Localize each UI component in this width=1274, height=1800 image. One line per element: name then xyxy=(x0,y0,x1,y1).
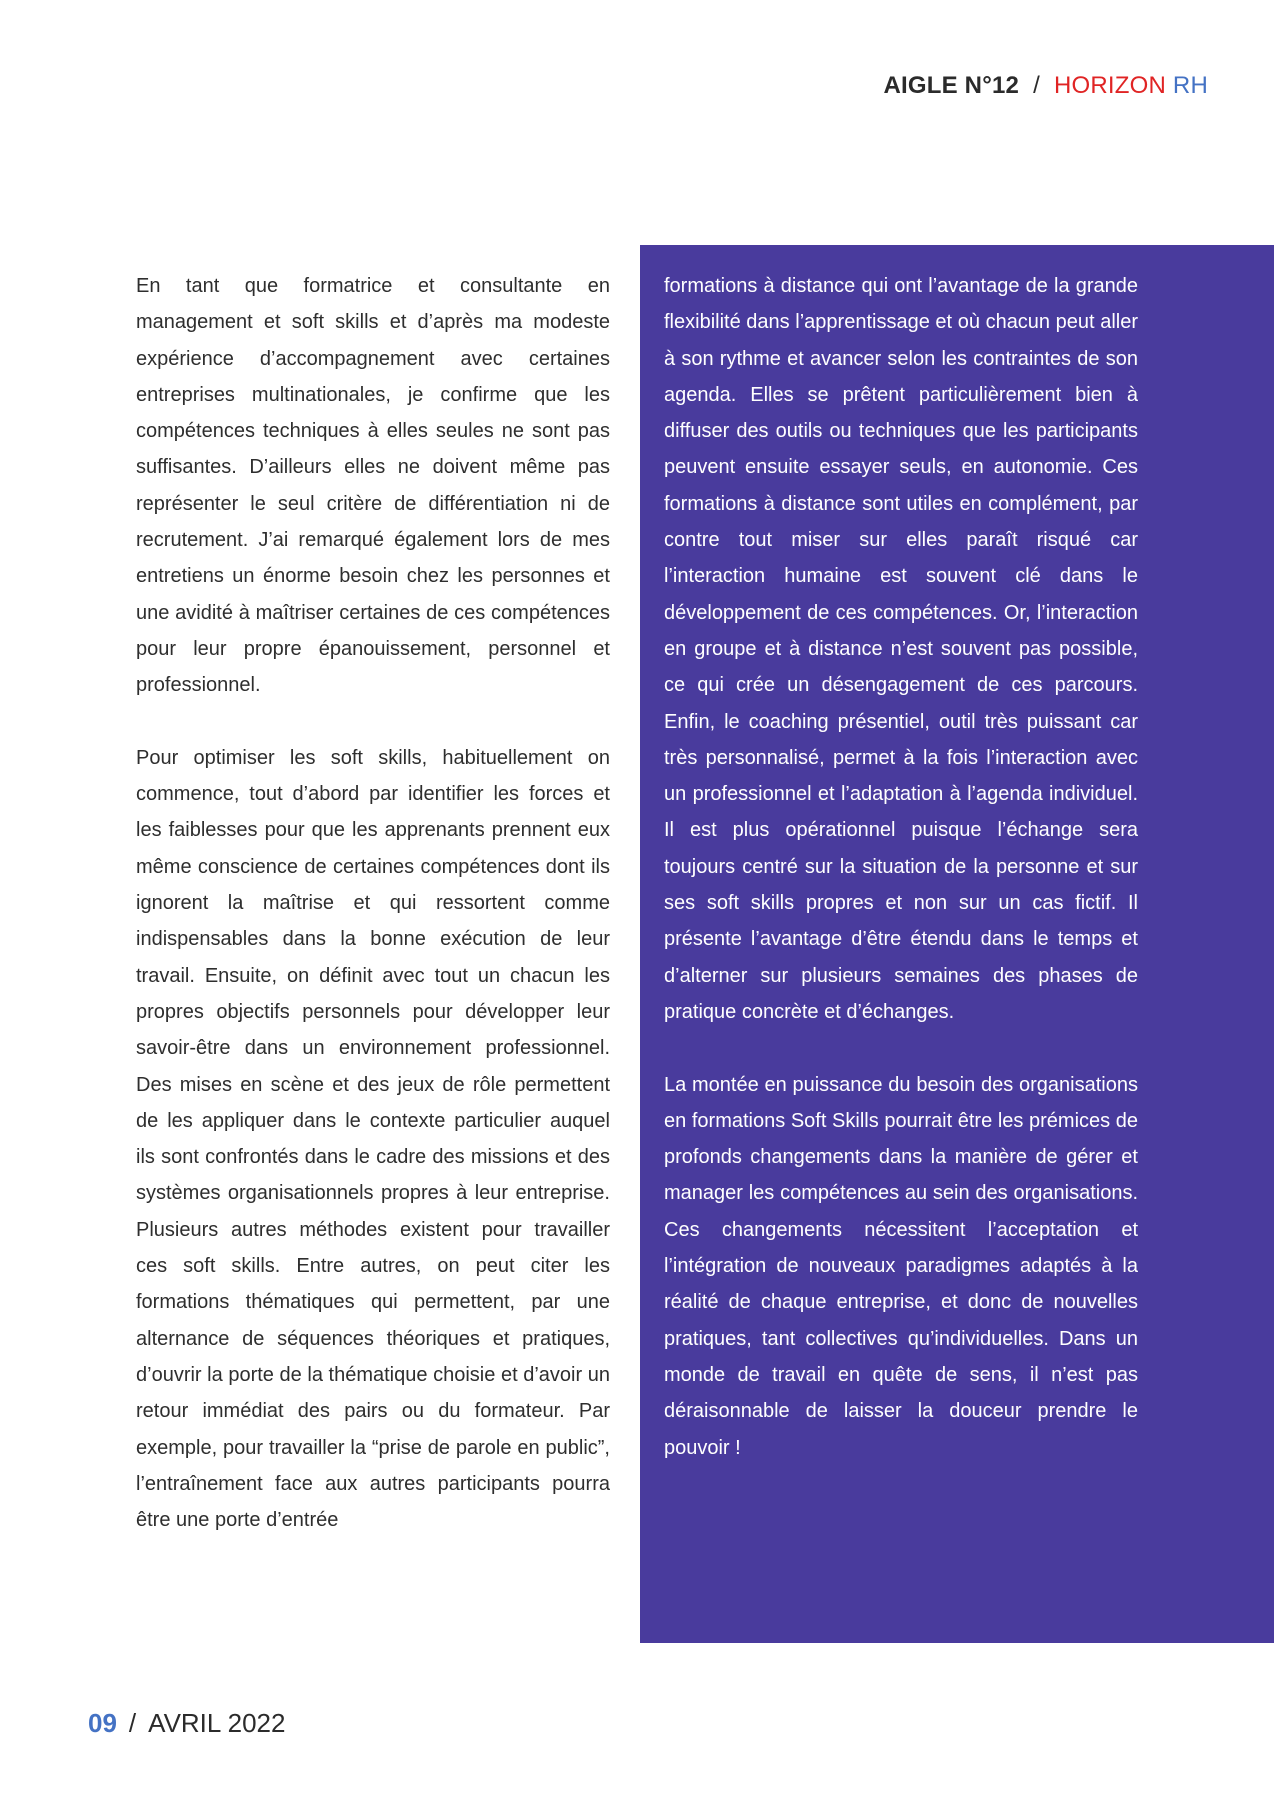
paragraph: La montée en puissance du besoin des organisations en formations Soft Skills pourrait être les prémices de profonds changements dans la manière de gérer et manager les compétences au sein des organisations. Ces changements nécessitent l’acceptation et l’intégration de nouveaux paradigmes adaptés à la réalité de chaque entreprise, et donc de nouvelles pratiques, tant collectives qu’individuelles. Dans un monde de travail en quête de sens, il n’est pas déraisonnable de laisser la douceur prendre le pouvoir ! xyxy=(664,1073,1138,1459)
header-separator: / xyxy=(1033,72,1040,99)
paragraph: Pour optimiser les soft skills, habituellement on commence, tout d’abord par identifier les forces et les faiblesses pour que les apprenants prennent eux même conscience de certaines compétences dont ils ignorent la maîtrise et qui ressortent comme indispensables dans la bonne exécution de leur travail. Ensuite, on définit avec tout un chacun les propres objectifs personnels pour développer leur savoir-être dans un environnement professionnel. Des mises en scène et des jeux de rôle permettent de les appliquer dans le contexte particulier auquel ils sont confrontés dans le cadre des missions et des systèmes organisationnels propres à leur entreprise. Plusieurs autres méthodes existent pour travailler ces soft skills. Entre autres, on peut citer les formations thématiques qui permettent, par une alternance de séquences théoriques et pratiques, d’ouvrir la porte de la thématique choisie et d’avoir un retour immédiat des pairs ou du formateur. Par exemple, pour travailler la “prise de parole en public”, l’entraînement face aux autres participants pourra être une porte d’entrée xyxy=(136,746,610,1532)
section-name: HORIZON xyxy=(1053,72,1167,99)
issue-date: AVRIL 2022 xyxy=(148,1708,286,1738)
section-suffix: RH xyxy=(1172,72,1208,99)
magazine-title: AIGLE N°12 xyxy=(883,72,1020,99)
page-number: 09 xyxy=(88,1708,117,1738)
left-text-column xyxy=(136,268,610,1575)
right-text-column xyxy=(664,268,1138,1502)
paragraph: En tant que formatrice et consultante en management et soft skills et d’après ma modeste expérience d’accompagnement avec certaines entreprises multinationales, je confirme que les compétences techniques à elles seules ne sont pas suffisantes. D’ailleurs elles ne doivent même pas représenter le seul critère de différentiation ni de recrutement. J’ai remarqué également lors de mes entretiens un énorme besoin chez les personnes et une avidité à maîtriser certaines de ces compétences pour leur propre épanouissement, personnel et professionnel. xyxy=(136,275,610,697)
footer-separator: / xyxy=(128,1708,137,1738)
page-header xyxy=(883,72,1208,100)
page-footer xyxy=(88,1708,285,1739)
paragraph: formations à distance qui ont l’avantage de la grande flexibilité dans l’apprentissage et où chacun peut aller à son rythme et avancer selon les contraintes de son agenda. Elles se prêtent particulièrement bien à diffuser des outils ou techniques que les participants peuvent ensuite essayer seuls, en autonomie. Ces formations à distance sont utiles en complément, par contre tout miser sur elles paraît risqué car l’interaction humaine est souvent clé dans le développement de ces compétences. Or, l’interaction en groupe et à distance n’est souvent pas possible, ce qui crée un désengagement de ces parcours. Enfin, le coaching présentiel, outil très puissant car très personnalisé, permet à la fois l’interaction avec un professionnel et l’adaptation à l’agenda individuel. Il est plus opérationnel puisque l’échange sera toujours centré sur la situation de la personne et sur ses soft skills propres et non sur un cas fictif. Il présente l’avantage d’être étendu dans le temps et d’alterner sur plusieurs semaines des phases de pratique concrète et d’échanges. xyxy=(664,275,1138,1023)
